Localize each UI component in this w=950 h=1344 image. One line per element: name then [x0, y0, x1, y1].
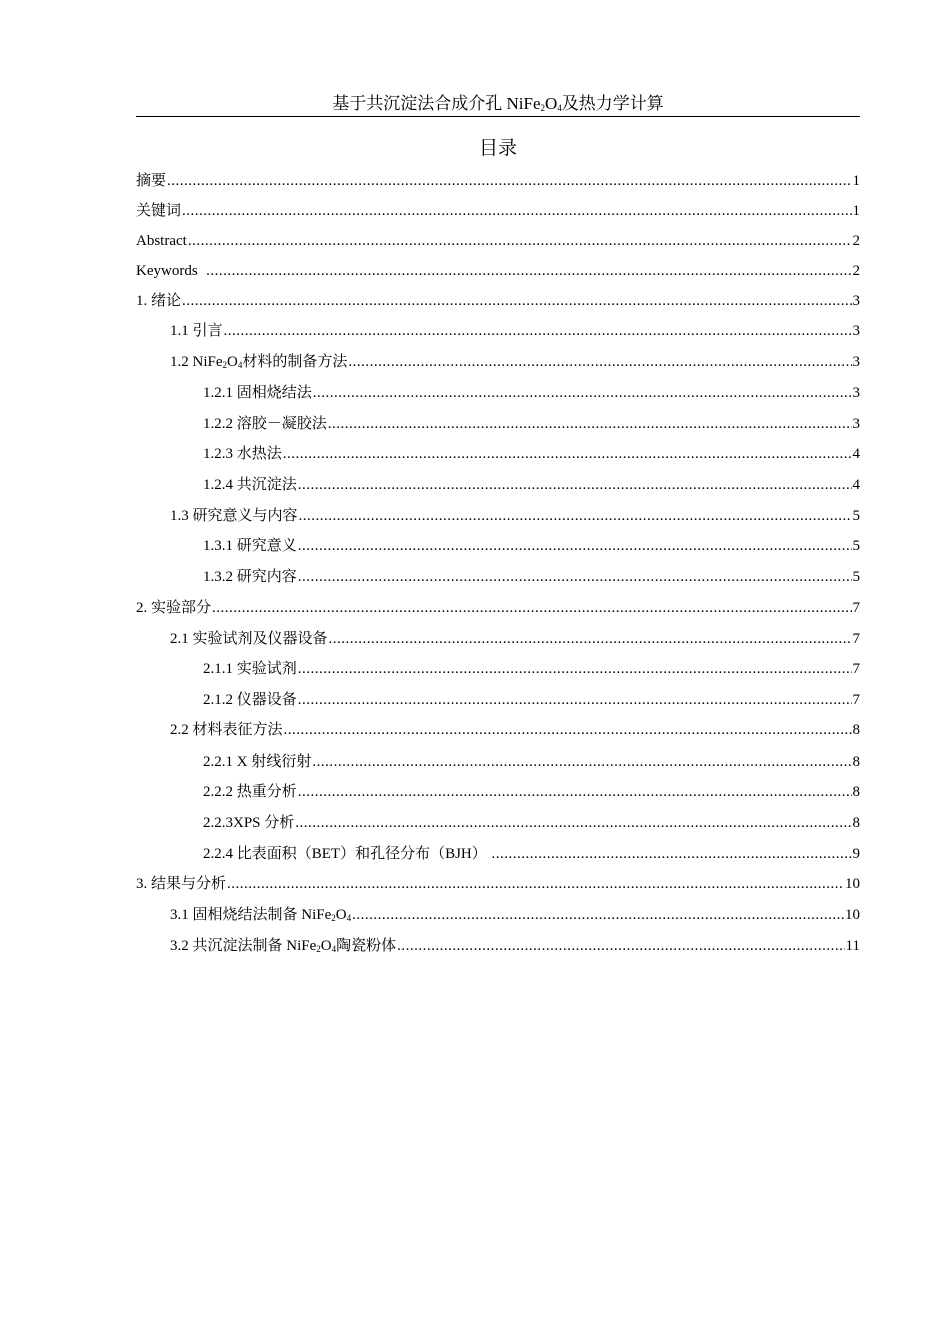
toc-leader — [188, 231, 852, 251]
toc-entry-abstract-cn[interactable] — [136, 171, 860, 191]
toc-entry-text: 2.2.1 X 射线衍射 — [203, 754, 312, 770]
toc-leader — [182, 201, 851, 221]
toc-leader — [298, 536, 852, 556]
toc-entry-chapter-3[interactable] — [136, 874, 860, 894]
toc-entry-text: 2.1.1 实验试剂 — [203, 661, 297, 677]
toc-page-number: 8 — [852, 815, 860, 831]
toc-entry-text: 2.2.3XPS 分析 — [203, 815, 295, 831]
toc-entry-3-2[interactable] — [170, 936, 860, 956]
toc-leader — [397, 936, 844, 956]
toc-entry-text: 3. 结果与分析 — [136, 876, 227, 892]
toc-leader — [206, 261, 851, 281]
toc-entry-text: 2. 实验部分 — [136, 600, 212, 616]
toc-entry-text: 2.2.4 比表面积（BET）和孔径分布（BJH） — [203, 846, 491, 862]
toc-entry-subscript: 4 — [346, 913, 352, 923]
toc-entry-3-1[interactable] — [170, 905, 860, 925]
toc-entry-text: 2.1 实验试剂及仪器设备 — [170, 631, 328, 647]
toc-leader — [348, 352, 851, 372]
header-title-subscript: 4 — [557, 103, 562, 113]
toc-leader — [328, 414, 852, 434]
toc-entry-1-2-3[interactable] — [203, 444, 860, 464]
toc-page-number: 7 — [852, 661, 860, 677]
toc-page-number: 7 — [852, 600, 860, 616]
toc-entry-2-2-2[interactable] — [203, 782, 860, 802]
toc-entry-text: 2.1.2 仪器设备 — [203, 692, 297, 708]
toc-entry-subscript: 4 — [331, 944, 337, 954]
header-title-part: 基于共沉淀法合成介孔 NiFe — [332, 94, 541, 113]
toc-leader — [182, 291, 851, 311]
toc-leader — [299, 506, 852, 526]
toc-entry-text-part: 3.1 固相烧结法制备 NiFe — [170, 907, 332, 923]
toc-entry-text — [170, 905, 351, 925]
toc-leader — [227, 874, 844, 894]
toc-entry-text: 2.2 材料表征方法 — [170, 722, 283, 738]
toc-page-number: 5 — [852, 538, 860, 554]
toc-entry-1-3[interactable] — [170, 506, 860, 526]
toc-entry-text: 1.2.2 溶胶－凝胶法 — [203, 416, 327, 432]
toc-entry-text-part: 材料的制备方法 — [242, 354, 348, 370]
running-header — [136, 93, 860, 115]
toc-entry-subscript: 2 — [222, 360, 227, 370]
toc-page-number: 3 — [852, 385, 860, 401]
toc-entry-text: 1.3.2 研究内容 — [203, 569, 297, 585]
toc-page-number: 2 — [852, 263, 860, 279]
toc-entry-keywords-cn[interactable] — [136, 201, 860, 221]
toc-leader — [298, 690, 852, 710]
toc-leader — [298, 567, 852, 587]
toc-page-number: 1 — [852, 173, 860, 189]
header-rule — [136, 116, 860, 117]
toc-entry-text: Keywords — [136, 263, 206, 279]
toc-entry-2-2[interactable] — [170, 720, 860, 740]
toc-entry-abstract[interactable] — [136, 231, 860, 251]
toc-entry-text: 1. 绪论 — [136, 293, 182, 309]
toc-entry-1-1[interactable] — [170, 321, 860, 341]
toc-entry-subscript: 4 — [237, 360, 243, 370]
toc-entry-2-2-4[interactable] — [203, 844, 860, 864]
toc-page-number: 8 — [852, 784, 860, 800]
toc-entry-1-3-2[interactable] — [203, 567, 860, 587]
toc-page-number: 7 — [852, 631, 860, 647]
toc-entry-2-1-1[interactable] — [203, 659, 860, 679]
toc-entry-1-2-1[interactable] — [203, 383, 860, 403]
toc-entry-text-part: 陶瓷粉体 — [336, 938, 397, 954]
toc-entry-text: 2.2.2 热重分析 — [203, 784, 297, 800]
toc-entry-1-2-2[interactable] — [203, 414, 860, 434]
toc-leader — [295, 813, 851, 833]
toc-page-number: 10 — [845, 876, 860, 892]
toc-page-number: 8 — [852, 754, 860, 770]
toc-page-number: 3 — [852, 323, 860, 339]
toc-leader — [167, 171, 851, 191]
toc-page-number: 3 — [852, 416, 860, 432]
toc-leader — [224, 321, 852, 341]
toc-page-number: 5 — [852, 569, 860, 585]
toc-leader — [329, 629, 852, 649]
toc-entry-2-1-2[interactable] — [203, 690, 860, 710]
toc-entry-subscript: 2 — [316, 944, 321, 954]
toc-leader — [312, 752, 851, 772]
toc-entry-chapter-1[interactable] — [136, 291, 860, 311]
toc-leader — [352, 905, 844, 925]
header-title-part: 及热力学计算 — [561, 94, 664, 113]
toc-page-number: 1 — [852, 203, 860, 219]
toc-page-number: 3 — [852, 293, 860, 309]
toc-page-number: 9 — [852, 846, 860, 862]
toc-page-number: 10 — [845, 907, 860, 923]
toc-entry-text: 1.2.3 水热法 — [203, 446, 282, 462]
toc-entry-2-2-3[interactable] — [203, 813, 860, 833]
toc-page-number: 11 — [845, 938, 860, 954]
toc-page-number: 4 — [852, 446, 860, 462]
toc-entry-2-2-1[interactable] — [203, 752, 860, 772]
toc-entry-1-3-1[interactable] — [203, 536, 860, 556]
toc-leader — [212, 598, 851, 618]
toc-leader — [283, 444, 852, 464]
toc-entry-text: 1.2.4 共沉淀法 — [203, 477, 297, 493]
toc-entry-text — [170, 352, 347, 372]
toc-leader — [298, 782, 852, 802]
toc-entry-text-part: 3.2 共沉淀法制备 NiFe — [170, 938, 317, 954]
toc-entry-text: 1.3 研究意义与内容 — [170, 508, 298, 524]
toc-leader — [313, 383, 852, 403]
toc-title: 目录 — [478, 138, 517, 159]
header-title-subscript: 2 — [540, 103, 545, 113]
toc-leader — [492, 844, 852, 864]
toc-entry-text: 1.3.1 研究意义 — [203, 538, 297, 554]
toc-leader — [298, 475, 852, 495]
toc-entry-1-2[interactable] — [170, 352, 860, 372]
toc-entry-chapter-2[interactable] — [136, 598, 860, 618]
toc-entry-subscript: 2 — [331, 913, 336, 923]
toc-entry-text-part: O — [227, 354, 238, 370]
toc-page-number: 2 — [852, 233, 860, 249]
toc-entry-text: 摘要 — [136, 173, 167, 189]
toc-entry-text-part: 1.2 NiFe — [170, 354, 223, 370]
toc-entry-text: 1.2.1 固相烧结法 — [203, 385, 312, 401]
toc-page-number: 3 — [852, 354, 860, 370]
toc-page-number: 4 — [852, 477, 860, 493]
toc-entry-1-2-4[interactable] — [203, 475, 860, 495]
toc-entry-text: 关键词 — [136, 203, 182, 219]
toc-page-number: 7 — [852, 692, 860, 708]
toc-leader — [298, 659, 852, 679]
toc-page-number: 5 — [852, 508, 860, 524]
toc-page-number: 8 — [852, 722, 860, 738]
toc-entry-text-part: O — [320, 938, 332, 954]
toc-entry-text — [170, 936, 396, 956]
toc-entry-text: Abstract — [136, 233, 187, 249]
toc-leader — [284, 720, 852, 740]
toc-entry-keywords[interactable] — [136, 261, 860, 281]
toc-entry-text: 1.1 引言 — [170, 323, 223, 339]
toc-entry-text-part: O — [335, 907, 347, 923]
header-title-part: O — [544, 94, 558, 113]
toc-entry-2-1[interactable] — [170, 629, 860, 649]
